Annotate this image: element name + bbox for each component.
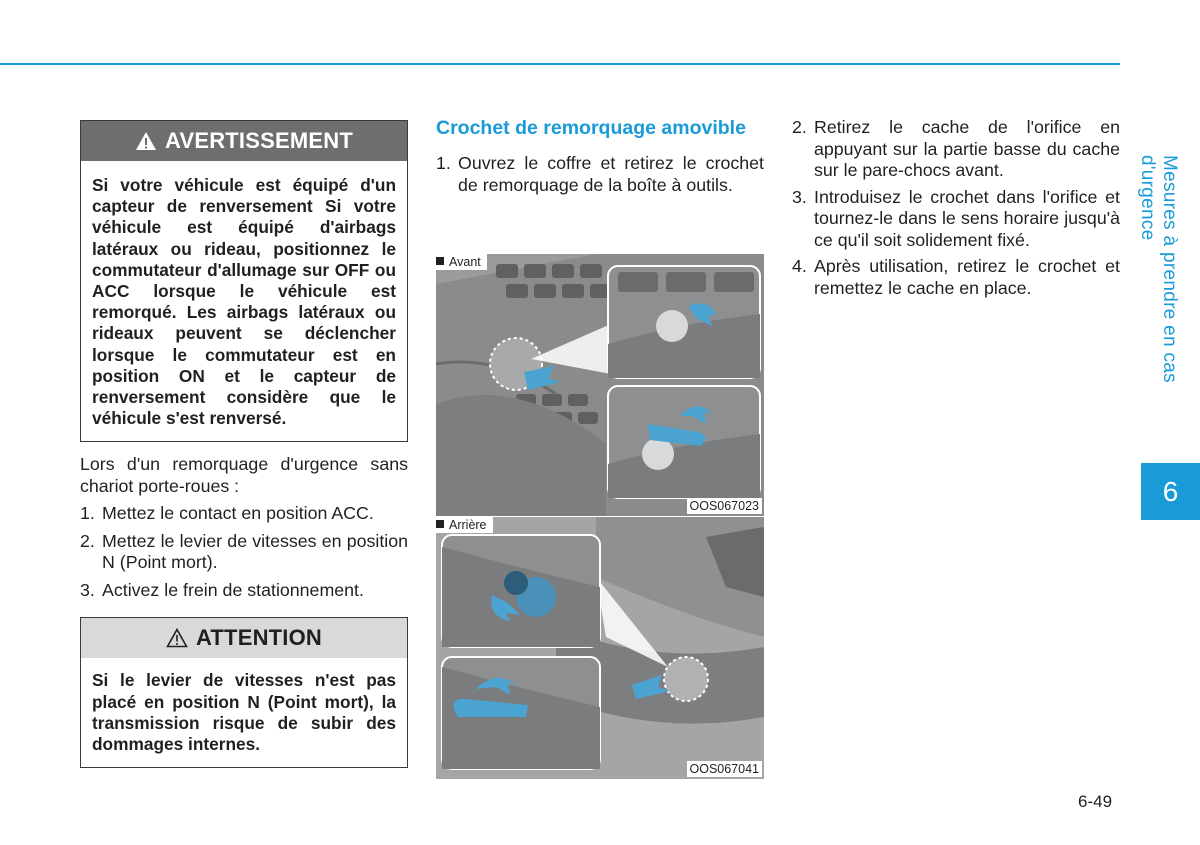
figure-front-code: OOS067023 bbox=[687, 498, 763, 514]
list-item: 3. Introduisez le crochet dans l'orifice et tournez-le dans le sens horaire jusqu'à ce qu'il soit solidement fixé. bbox=[792, 186, 1120, 250]
warning-triangle-icon bbox=[135, 131, 157, 151]
right-steps bbox=[792, 117, 1120, 299]
rear-tow-hook-illustration bbox=[436, 517, 764, 779]
left-column bbox=[80, 120, 408, 768]
top-rule bbox=[0, 63, 1120, 65]
list-item: 3. Activez le frein de stationnement. bbox=[80, 579, 364, 600]
list-item: 2. Retirez le cache de l'orifice en appuyant sur la partie basse du cache sur le pare-chocs avant. bbox=[792, 117, 1120, 180]
left-steps bbox=[80, 503, 408, 601]
caution-triangle-icon bbox=[166, 628, 188, 648]
warning-text: Si votre véhicule est équipé d'un capteur de renversement Si votre véhicule est équipé d'airbags latéraux ou rideau, positionnez le commutateur d'allumage sur OFF ou ACC lorsque le véhicule est remorqué. Les airbags latéraux ou rideaux peuvent se déclencher lorsque le commutateur est en position ON et le capteur de renversement considère que le véhicule s'est renversé. bbox=[92, 175, 396, 429]
figure-rear-code: OOS067041 bbox=[687, 761, 763, 777]
warning-header bbox=[81, 121, 407, 161]
warning-box bbox=[80, 120, 408, 442]
attention-header bbox=[81, 618, 407, 658]
figure-rear-label: Arrière bbox=[436, 517, 493, 533]
attention-text: Si le levier de vitesses n'est pas placé en position N (Point mort), la transmission risque de subir des dommages internes. bbox=[92, 670, 396, 755]
page-number: 6-49 bbox=[1078, 792, 1113, 811]
list-item: 1. Mettez le contact en position ACC. bbox=[80, 503, 374, 524]
attention-box bbox=[80, 617, 408, 768]
intro-paragraph: Lors d'un remorquage d'urgence sans chariot porte-roues : bbox=[80, 454, 408, 496]
chapter-tab: 6 bbox=[1141, 463, 1200, 520]
chapter-title-vertical: Mesures à prendre en cas d'urgence bbox=[1137, 155, 1180, 383]
figure-front bbox=[436, 254, 764, 516]
warning-title: AVERTISSEMENT bbox=[165, 128, 353, 153]
middle-steps bbox=[436, 153, 764, 196]
right-column bbox=[792, 117, 1120, 299]
middle-column bbox=[436, 117, 764, 196]
list-item: 4. Après utilisation, retirez le crochet et remettez le cache en place. bbox=[792, 256, 1120, 298]
front-tow-hook-illustration bbox=[436, 254, 764, 516]
figure-rear bbox=[436, 517, 764, 779]
list-item: 1. Ouvrez le coffre et retirez le crochet de remorquage de la boîte à outils. bbox=[436, 153, 764, 195]
attention-title: ATTENTION bbox=[195, 625, 323, 651]
section-heading: Crochet de remorquage amovible bbox=[436, 117, 746, 139]
figure-front-label: Avant bbox=[436, 254, 487, 270]
list-item: 2. Mettez le levier de vitesses en position N (Point mort). bbox=[80, 530, 408, 573]
